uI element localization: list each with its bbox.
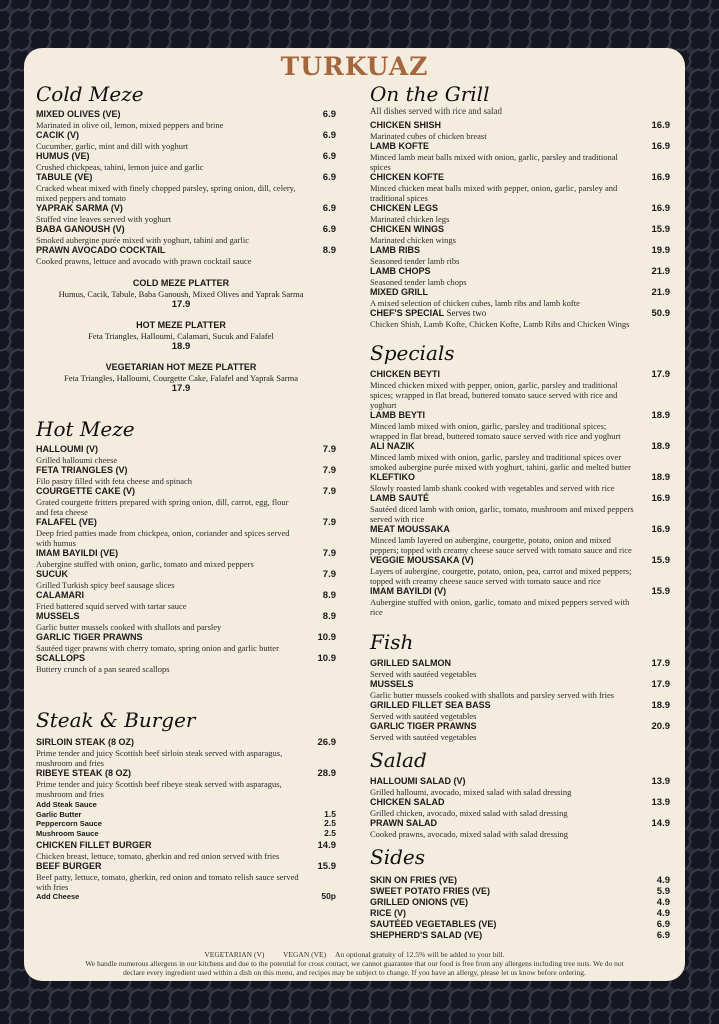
- sauce-price: 1.5: [324, 808, 336, 819]
- item-price: 10.9: [317, 653, 336, 664]
- item-price: 18.9: [651, 700, 670, 711]
- menu-item: [36, 861, 336, 892]
- item-name: MUSSELS: [36, 611, 80, 621]
- footer-line-2: We handle numerous allergens in our kitchens and due to the potential for cross contact, we cannot guarantee that our food is free from any allergens including tree nuts. We do not: [85, 959, 624, 968]
- item-desc: Served with sautéed vegetables: [370, 711, 477, 721]
- menu-item: [36, 245, 336, 266]
- item-desc: Chicken Shish, Lamb Kofte, Chicken Kofte, Lamb Ribs and Chicken Wings: [370, 319, 630, 329]
- platter-price: 18.9: [171, 341, 191, 352]
- item-name: FALAFEL (VE): [36, 517, 97, 527]
- item-name: LAMB KOFTE: [370, 141, 429, 151]
- item-name: PRAWN AVOCADO COCKTAIL: [36, 245, 166, 255]
- sauce-name: Garlic Butter: [36, 809, 82, 819]
- menu-panel: [24, 48, 685, 981]
- menu-item: [370, 224, 670, 245]
- side-name: RICE (V): [370, 908, 406, 918]
- item-desc: Smoked aubergine purée mixed with yoghurt, tahini and garlic: [36, 235, 249, 245]
- menu-item: [370, 266, 670, 287]
- platter-name: COLD MEZE PLATTER: [132, 278, 230, 288]
- item-name: SIRLOIN STEAK (8 OZ): [36, 737, 135, 747]
- menu-item: [370, 141, 670, 172]
- item-name: GARLIC TIGER PRAWNS: [36, 632, 143, 642]
- item-desc: Minced lamb mixed with onion, garlic, parsley and traditional spices over smoked aubergine purée mixed with yoghurt, tahini, garlic and melted butter: [370, 452, 631, 472]
- item-price: 20.9: [651, 721, 670, 732]
- item-name: BEEF BURGER: [36, 861, 102, 871]
- sauce-list: [36, 810, 336, 839]
- item-price: 6.9: [322, 224, 336, 235]
- section-title-grill: On the Grill: [370, 82, 490, 106]
- logo: TURKUAZ: [280, 52, 429, 81]
- platter-desc: Humus, Cacik, Tabule, Baba Ganoush, Mixed Olives and Yaprak Sarma: [58, 289, 304, 299]
- item-price: 17.9: [651, 679, 670, 690]
- side-price: 4.9: [656, 908, 670, 919]
- menu-item: [36, 653, 336, 674]
- item-name: GRILLED FILLET SEA BASS: [370, 700, 491, 710]
- hot-meze-list: [36, 444, 336, 674]
- item-name: RIBEYE STEAK (8 OZ): [36, 768, 132, 778]
- item-price: 15.9: [651, 555, 670, 566]
- side-name: SWEET POTATO FRIES (VE): [370, 886, 491, 896]
- section-title-hot-meze: Hot Meze: [36, 417, 135, 441]
- item-name: MUSSELS: [370, 679, 414, 689]
- platter-price: 17.9: [171, 299, 191, 310]
- menu-item: [36, 172, 336, 203]
- menu-item: [370, 776, 670, 797]
- menu-item: [370, 172, 670, 203]
- item-price: 14.9: [317, 840, 336, 851]
- menu-item: [370, 555, 670, 586]
- menu-item: [370, 493, 670, 524]
- menu-item: [36, 486, 336, 517]
- side-price: 4.9: [656, 875, 670, 886]
- item-name: YAPRAK SARMA (V): [36, 203, 123, 213]
- sauce-item: [36, 829, 336, 839]
- menu-item: [370, 818, 670, 839]
- item-price: 6.9: [322, 172, 336, 183]
- footer: [24, 950, 685, 977]
- menu-item: [370, 658, 670, 679]
- menu-item: [36, 109, 336, 130]
- item-desc: Aubergine stuffed with onion, garlic, tomato and mixed peppers served with rice: [370, 597, 630, 617]
- menu-item: [36, 569, 336, 590]
- sauce-price: 2.5: [324, 827, 336, 838]
- menu-item: [370, 679, 670, 700]
- item-desc: Filo pastry filled with feta cheese and spinach: [36, 476, 193, 486]
- section-title-specials: Specials: [370, 341, 455, 365]
- item-name: HALLOUMI (V): [36, 444, 98, 454]
- item-price: 8.9: [322, 611, 336, 622]
- sides-list: [370, 875, 670, 941]
- item-name: FETA TRIANGLES (V): [36, 465, 128, 475]
- section-title-fish: Fish: [370, 630, 414, 654]
- item-desc: Marinated chicken wings: [370, 235, 456, 245]
- item-name: BABA GANOUSH (V): [36, 224, 125, 234]
- item-name: GARLIC TIGER PRAWNS: [370, 721, 477, 731]
- item-name: LAMB CHOPS: [370, 266, 431, 276]
- item-desc: Marinated in olive oil, lemon, mixed peppers and brine: [36, 120, 224, 130]
- item-name: CHICKEN SHISH: [370, 120, 442, 130]
- item-name: SCALLOPS: [36, 653, 86, 663]
- side-item: [370, 908, 670, 919]
- menu-item: [36, 632, 336, 653]
- item-price: 15.9: [317, 861, 336, 872]
- menu-item: [36, 548, 336, 569]
- item-desc: Minced lamb mixed with onion, garlic, parsley and traditional spices; wrapped in flat bread, buttered tomato sauce served with rice and yoghurt: [370, 421, 621, 441]
- item-desc: Garlic butter mussels cooked with shallots and parsley served with fries: [370, 690, 615, 700]
- menu-item: [36, 517, 336, 548]
- item-price: 7.9: [322, 444, 336, 455]
- item-desc: Minced lamb layered on aubergine, courgette, potato, onion and mixed peppers; topped with creamy cheese sauce served with tomato sauce and rice: [370, 535, 632, 555]
- item-price: 50.9: [651, 308, 670, 319]
- footer-line-1: VEGETARIAN (V) VEGAN (VE) An optional gratuity of 12.5% will be added to your bill.: [204, 950, 505, 959]
- platter-price: 17.9: [171, 383, 191, 394]
- item-name: VEGGIE MOUSSAKA (V): [370, 555, 474, 565]
- item-price: 6.9: [322, 109, 336, 120]
- item-price: 6.9: [322, 151, 336, 162]
- item-desc: Grated courgette fritters prepared with spring onion, dill, carrot, egg, flour and feta cheese: [36, 497, 289, 517]
- side-name: SKIN ON FRIES (VE): [370, 875, 458, 885]
- item-name: CHEF'S SPECIAL Serves two: [370, 308, 487, 318]
- item-desc: Garlic butter mussels cooked with shallots and parsley: [36, 622, 222, 632]
- menu-item: [370, 287, 670, 308]
- item-desc: Sautéed diced lamb with onion, garlic, tomato, mushroom and mixed peppers served with rice: [370, 504, 634, 524]
- menu-item: [36, 130, 336, 151]
- menu-item: [36, 151, 336, 172]
- item-desc: Seasoned tender lamb chops: [370, 277, 467, 287]
- item-desc: Layers of aubergine, courgette, potato, onion, pea, carrot and mixed peppers; topped with creamy cheese sauce served with tomato sauce and rice: [370, 566, 632, 586]
- side-item: [370, 886, 670, 897]
- item-name: GRILLED SALMON: [370, 658, 451, 668]
- steak-list: [36, 737, 336, 799]
- item-desc: Cooked prawns, lettuce and avocado with prawn cocktail sauce: [36, 256, 252, 266]
- platter-item: [36, 362, 336, 395]
- item-name: LAMB SAUTÉ: [370, 493, 429, 503]
- menu-item: [36, 768, 336, 799]
- item-price: 7.9: [322, 465, 336, 476]
- menu-item: [370, 524, 670, 555]
- left-column: [36, 82, 336, 902]
- sauce-price: 2.5: [324, 818, 336, 828]
- item-name: CALAMARI: [36, 590, 84, 600]
- menu-item: [36, 465, 336, 486]
- item-desc: Aubergine stuffed with onion, garlic, tomato and mixed peppers: [36, 559, 254, 569]
- item-desc: Deep fried patties made from chickpea, onion, coriander and spices served with humus: [36, 528, 290, 548]
- item-price: 26.9: [317, 737, 336, 748]
- menu-item: [370, 245, 670, 266]
- sauce-name: Peppercorn Sauce: [36, 819, 102, 828]
- item-name: HALLOUMI SALAD (V): [370, 776, 466, 786]
- menu-item: [370, 203, 670, 224]
- cold-meze-list: [36, 109, 336, 266]
- item-desc: Cracked wheat mixed with finely chopped parsley, spring onion, dill, celery, mixed peppers and tomato: [36, 183, 296, 203]
- grill-subtitle: All dishes served with rice and salad: [370, 106, 502, 116]
- menu-item: [370, 441, 670, 472]
- side-item: [370, 919, 670, 930]
- item-desc: Cucumber, garlic, mint and dill with yoghurt: [36, 141, 189, 151]
- item-name: IMAM BAYILDI (VE): [36, 548, 119, 558]
- menu-item: [370, 700, 670, 721]
- item-desc: Crushed chickpeas, tahini, lemon juice and garlic: [36, 162, 204, 172]
- platter-name: VEGETARIAN HOT MEZE PLATTER: [105, 362, 257, 372]
- item-desc: Fried battered squid served with tartar sauce: [36, 601, 187, 611]
- item-price: 13.9: [651, 797, 670, 808]
- platter-item: [36, 278, 336, 311]
- item-name: HUMUS (VE): [36, 151, 90, 161]
- item-name: IMAM BAYILDI (V): [370, 586, 447, 596]
- item-desc: Minced chicken mixed with pepper, onion, garlic, parsley and traditional spices; wrapped in flat bread, buttered tomato sauce served with rice and yoghurt: [370, 380, 618, 410]
- item-price: 16.9: [651, 493, 670, 504]
- menu-item: [370, 410, 670, 441]
- item-name: SUCUK: [36, 569, 69, 579]
- item-name: CHICKEN BEYTI: [370, 369, 441, 379]
- footer-line-3: declare every ingredient used within a dish on this menu, and recipes may be subject to change. If you have an allergy, please let us know before ordering.: [123, 968, 586, 977]
- menu-item: [36, 203, 336, 224]
- item-name: LAMB BEYTI: [370, 410, 425, 420]
- item-price: 7.9: [322, 548, 336, 559]
- side-item: [370, 897, 670, 908]
- item-name: CACIK (V): [36, 130, 79, 140]
- add-cheese-label: Add Cheese: [36, 892, 80, 901]
- item-name: LAMB RIBS: [370, 245, 420, 255]
- platter-desc: Feta Triangles, Halloumi, Courgette Cake, Falafel and Yaprak Sarma: [63, 373, 299, 383]
- side-price: 4.9: [656, 897, 670, 908]
- menu-item: [36, 224, 336, 245]
- platter-item: [36, 320, 336, 353]
- item-desc: Served with sautéed vegetables: [370, 669, 477, 679]
- item-desc: Marinated chicken legs: [370, 214, 450, 224]
- item-desc: Beef patty, lettuce, tomato, gherkin, red onion and tomato relish sauce served with fries: [36, 872, 299, 892]
- specials-list: [370, 369, 670, 617]
- item-desc: Slowly roasted lamb shank cooked with vegetables and served with rice: [370, 483, 615, 493]
- add-cheese-price: 50p: [321, 891, 336, 901]
- menu-item: [370, 586, 670, 617]
- item-name: COURGETTE CAKE (V): [36, 486, 135, 496]
- menu-item: [36, 737, 336, 768]
- section-title-steak: Steak & Burger: [36, 708, 196, 732]
- item-name: CHICKEN WINGS: [370, 224, 444, 234]
- item-desc: Buttery crunch of a pan seared scallops: [36, 664, 170, 674]
- item-desc: Cooked prawns, avocado, mixed salad with salad dressing: [370, 829, 569, 839]
- side-price: 6.9: [656, 919, 670, 930]
- item-desc: Stuffed vine leaves served with yoghurt: [36, 214, 172, 224]
- item-price: 17.9: [651, 658, 670, 669]
- item-name: ALI NAZIK: [370, 441, 415, 451]
- item-desc: Seasoned tender lamb ribs: [370, 256, 460, 266]
- item-price: 21.9: [651, 266, 670, 277]
- salad-list: [370, 776, 670, 839]
- menu-item: [370, 120, 670, 141]
- item-price: 6.9: [322, 130, 336, 141]
- item-desc: Grilled halloumi, avocado, mixed salad with salad dressing: [370, 787, 572, 797]
- item-price: 15.9: [651, 586, 670, 597]
- item-price: 16.9: [651, 524, 670, 535]
- item-name: MEAT MOUSSAKA: [370, 524, 450, 534]
- item-price: 16.9: [651, 120, 670, 131]
- menu-item: [370, 721, 670, 742]
- fish-list: [370, 658, 670, 742]
- item-desc: Marinated cubes of chicken breast: [370, 131, 487, 141]
- item-price: 21.9: [651, 287, 670, 298]
- menu-item: [36, 840, 336, 861]
- item-name: KLEFTIKO: [370, 472, 415, 482]
- side-price: 6.9: [656, 930, 670, 941]
- section-title-cold-meze: Cold Meze: [36, 82, 144, 106]
- item-desc: Sautéed tiger prawns with cherry tomato, spring onion and garlic butter: [36, 643, 279, 653]
- item-price: 18.9: [651, 441, 670, 452]
- item-price: 19.9: [651, 245, 670, 256]
- item-price: 28.9: [317, 768, 336, 779]
- item-desc: Grilled chicken, avocado, mixed salad with salad dressing: [370, 808, 568, 818]
- item-name: TABULE (VE): [36, 172, 93, 182]
- grill-list: [370, 120, 670, 308]
- item-price: 10.9: [317, 632, 336, 643]
- menu-item: [36, 590, 336, 611]
- item-name: MIXED OLIVES (VE): [36, 109, 121, 119]
- item-price: 18.9: [651, 410, 670, 421]
- item-price: 16.9: [651, 172, 670, 183]
- item-desc: Prime tender and juicy Scottish beef ribeye steak served with asparagus, mushroom and fries: [36, 779, 282, 799]
- item-desc: Grilled halloumi cheese: [36, 455, 118, 465]
- side-name: SHEPHERD'S SALAD (VE): [370, 930, 483, 940]
- item-price: 17.9: [651, 369, 670, 380]
- sauce-title: Add Steak Sauce: [36, 800, 97, 809]
- item-price: 13.9: [651, 776, 670, 787]
- item-price: 18.9: [651, 472, 670, 483]
- side-item: [370, 930, 670, 941]
- item-desc: Prime tender and juicy Scottish beef sirloin steak served with asparagus, mushroom and fries: [36, 748, 283, 768]
- menu-item: [370, 472, 670, 493]
- right-column: [370, 82, 670, 941]
- item-desc: A mixed selection of chicken cubes, lamb ribs and lamb kofte: [370, 298, 580, 308]
- item-price: 8.9: [322, 590, 336, 601]
- section-title-salad: Salad: [370, 748, 427, 772]
- menu-item-chefs-special: [370, 308, 670, 329]
- item-name: CHICKEN SALAD: [370, 797, 445, 807]
- item-name: MIXED GRILL: [370, 287, 428, 297]
- platter-list: [36, 278, 336, 395]
- menu-item: [36, 444, 336, 465]
- item-desc: Minced chicken meat balls mixed with pepper, onion, garlic, parsley and traditional spices: [370, 183, 618, 203]
- sauce-name: Mushroom Sauce: [36, 828, 99, 838]
- burger-list: [36, 840, 336, 892]
- item-price: 6.9: [322, 203, 336, 214]
- item-price: 8.9: [322, 245, 336, 256]
- sauce-item: [36, 819, 336, 829]
- item-price: 16.9: [651, 141, 670, 152]
- menu-item: [36, 611, 336, 632]
- menu-item: [370, 369, 670, 410]
- item-name: CHICKEN KOFTE: [370, 172, 444, 182]
- item-name: CHICKEN FILLET BURGER: [36, 840, 152, 850]
- item-desc: Grilled Turkish spicy beef sausage slices: [36, 580, 175, 590]
- item-price: 14.9: [651, 818, 670, 829]
- side-name: GRILLED ONIONS (VE): [370, 897, 469, 907]
- item-price: 15.9: [651, 224, 670, 235]
- platter-name: HOT MEZE PLATTER: [136, 320, 226, 330]
- sauce-item: [36, 810, 336, 820]
- item-price: 7.9: [322, 569, 336, 580]
- item-name: CHICKEN LEGS: [370, 203, 439, 213]
- item-price: 16.9: [651, 203, 670, 214]
- menu-item: [370, 797, 670, 818]
- section-title-sides: Sides: [370, 845, 425, 869]
- side-price: 5.9: [656, 886, 670, 897]
- item-desc: Chicken breast, lettuce, tomato, gherkin and red onion served with fries: [36, 851, 280, 861]
- add-cheese: [36, 892, 336, 902]
- platter-desc: Feta Triangles, Halloumi, Calamari, Sucuk and Falafel: [88, 331, 274, 341]
- item-desc: Served with sautéed vegetables: [370, 732, 477, 742]
- item-desc: Minced lamb meat balls mixed with onion, garlic, parsley and traditional spices: [370, 152, 618, 172]
- item-price: 7.9: [322, 517, 336, 528]
- item-name: PRAWN SALAD: [370, 818, 437, 828]
- side-name: SAUTÉED VEGETABLES (VE): [370, 919, 497, 929]
- side-item: [370, 875, 670, 886]
- item-price: 7.9: [322, 486, 336, 497]
